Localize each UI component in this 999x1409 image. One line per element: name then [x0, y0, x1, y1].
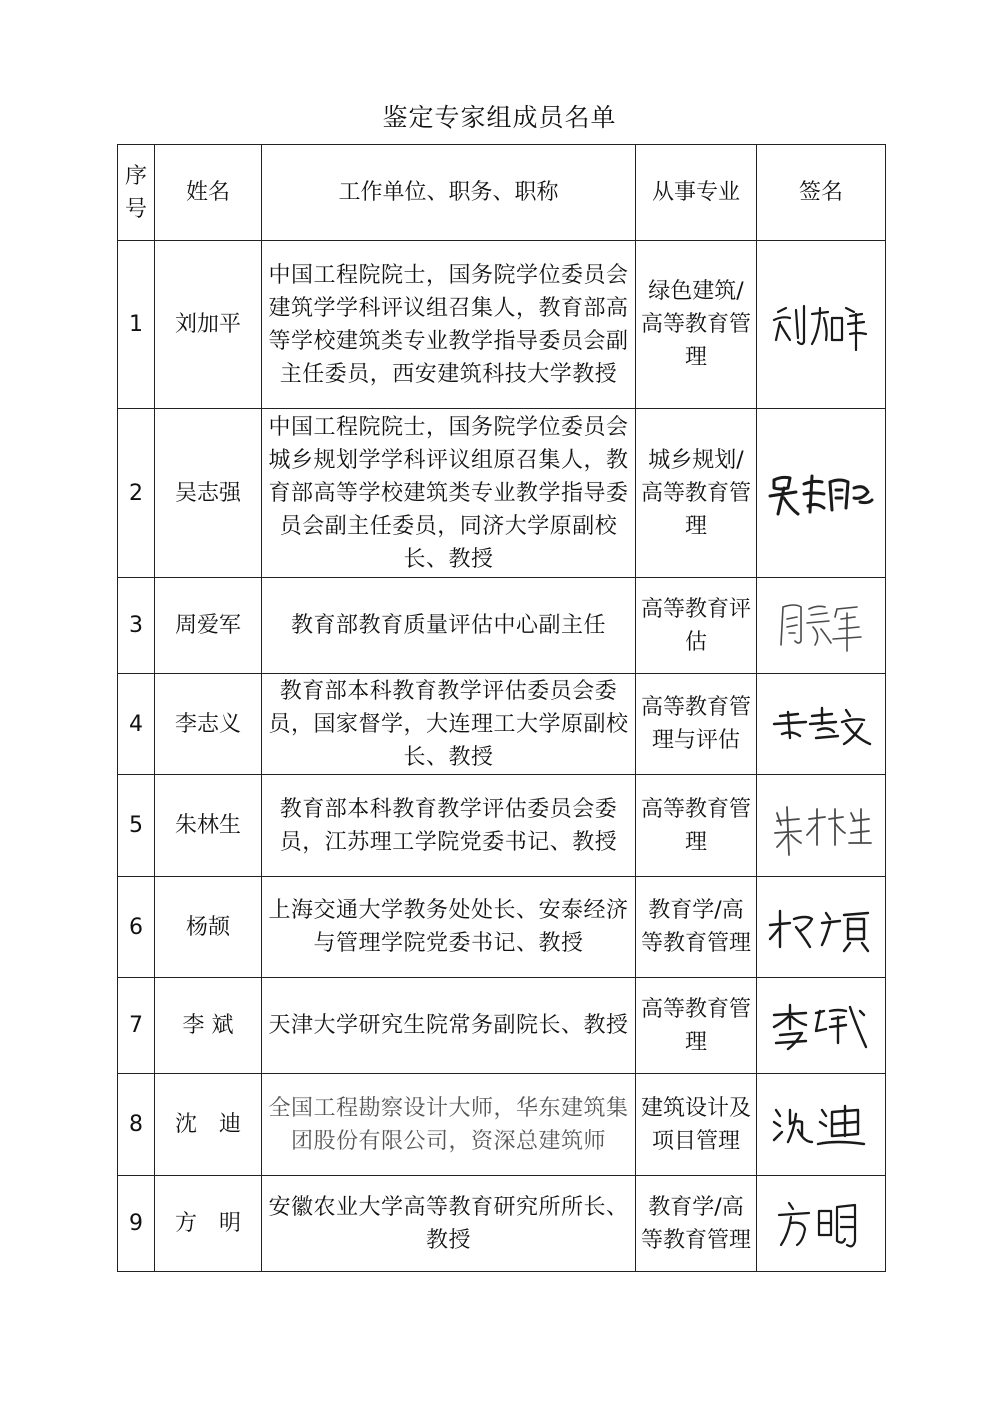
- row-seq: 1: [118, 241, 155, 409]
- table-row: [118, 241, 886, 409]
- row-unit: 教育部教育质量评估中心副主任: [262, 578, 636, 674]
- handwritten-signature: [766, 1090, 876, 1160]
- row-major: 城乡规划/高等教育管理: [636, 409, 757, 578]
- row-unit: 天津大学研究生院常务副院长、教授: [262, 978, 636, 1074]
- handwritten-signature: [764, 897, 879, 957]
- row-name: 李 斌: [155, 978, 262, 1074]
- signature-cell: [757, 578, 886, 674]
- header-major: 从事专业: [636, 145, 757, 241]
- handwritten-signature: [771, 1189, 871, 1259]
- row-seq: 5: [118, 775, 155, 877]
- row-major: 高等教育管理: [636, 775, 757, 877]
- table-row: [118, 1074, 886, 1176]
- row-name: 刘加平: [155, 241, 262, 409]
- row-unit: 安徽农业大学高等教育研究所所长、教授: [262, 1176, 636, 1272]
- row-name: 方 明: [155, 1176, 262, 1272]
- signature-cell: [757, 877, 886, 978]
- signature-cell: [757, 775, 886, 877]
- row-unit: 教育部本科教育教学评估委员会委员，江苏理工学院党委书记、教授: [262, 775, 636, 877]
- row-seq: 7: [118, 978, 155, 1074]
- header-row: [118, 145, 886, 241]
- row-unit: 上海交通大学教务处处长、安泰经济与管理学院党委书记、教授: [262, 877, 636, 978]
- handwritten-signature: [766, 991, 876, 1061]
- row-name: 朱林生: [155, 775, 262, 877]
- document-title: 鉴定专家组成员名单: [382, 103, 617, 132]
- row-seq: 9: [118, 1176, 155, 1272]
- row-unit: 教育部本科教育教学评估委员会委员，国家督学，大连理工大学原副校长、教授: [262, 674, 636, 775]
- header-seq: 序号: [118, 145, 155, 241]
- row-major: 高等教育管理: [636, 978, 757, 1074]
- row-name: 杨颉: [155, 877, 262, 978]
- table-row: [118, 775, 886, 877]
- row-unit: 全国工程勘察设计大师，华东建筑集团股份有限公司，资深总建筑师: [262, 1074, 636, 1176]
- row-seq: 8: [118, 1074, 155, 1176]
- expert-roster-table: [117, 144, 886, 1272]
- row-name: 吴志强: [155, 409, 262, 578]
- row-name: 周爱军: [155, 578, 262, 674]
- header-sign: 签名: [757, 145, 886, 241]
- signature-cell: [757, 674, 886, 775]
- row-major: 建筑设计及项目管理: [636, 1074, 757, 1176]
- handwritten-signature: [766, 694, 876, 754]
- handwritten-signature: [769, 791, 874, 861]
- handwritten-signature: [771, 591, 871, 661]
- row-major: 教育学/高等教育管理: [636, 877, 757, 978]
- row-major: 绿色建筑/高等教育管理: [636, 241, 757, 409]
- table-row: [118, 674, 886, 775]
- row-seq: 3: [118, 578, 155, 674]
- row-seq: 2: [118, 409, 155, 578]
- row-major: 教育学/高等教育管理: [636, 1176, 757, 1272]
- signature-cell: [757, 241, 886, 409]
- signature-cell: [757, 1176, 886, 1272]
- handwritten-signature: [764, 458, 879, 528]
- table-row: [118, 409, 886, 578]
- table-row: [118, 877, 886, 978]
- table-row: [118, 978, 886, 1074]
- row-major: 高等教育管理与评估: [636, 674, 757, 775]
- handwritten-signature: [766, 290, 876, 360]
- header-name: 姓名: [155, 145, 262, 241]
- row-name: 沈 迪: [155, 1074, 262, 1176]
- row-name: 李志义: [155, 674, 262, 775]
- row-major: 高等教育评估: [636, 578, 757, 674]
- signature-cell: [757, 978, 886, 1074]
- header-unit: 工作单位、职务、职称: [262, 145, 636, 241]
- signature-cell: [757, 1074, 886, 1176]
- row-seq: 6: [118, 877, 155, 978]
- row-unit: 中国工程院院士，国务院学位委员会建筑学学科评议组召集人，教育部高等学校建筑类专业教学指导委员会副主任委员，西安建筑科技大学教授: [262, 241, 636, 409]
- row-unit: 中国工程院院士，国务院学位委员会城乡规划学学科评议组原召集人，教育部高等学校建筑类专业教学指导委员会副主任委员，同济大学原副校长、教授: [262, 409, 636, 578]
- table-row: [118, 578, 886, 674]
- signature-cell: [757, 409, 886, 578]
- table-row: [118, 1176, 886, 1272]
- row-seq: 4: [118, 674, 155, 775]
